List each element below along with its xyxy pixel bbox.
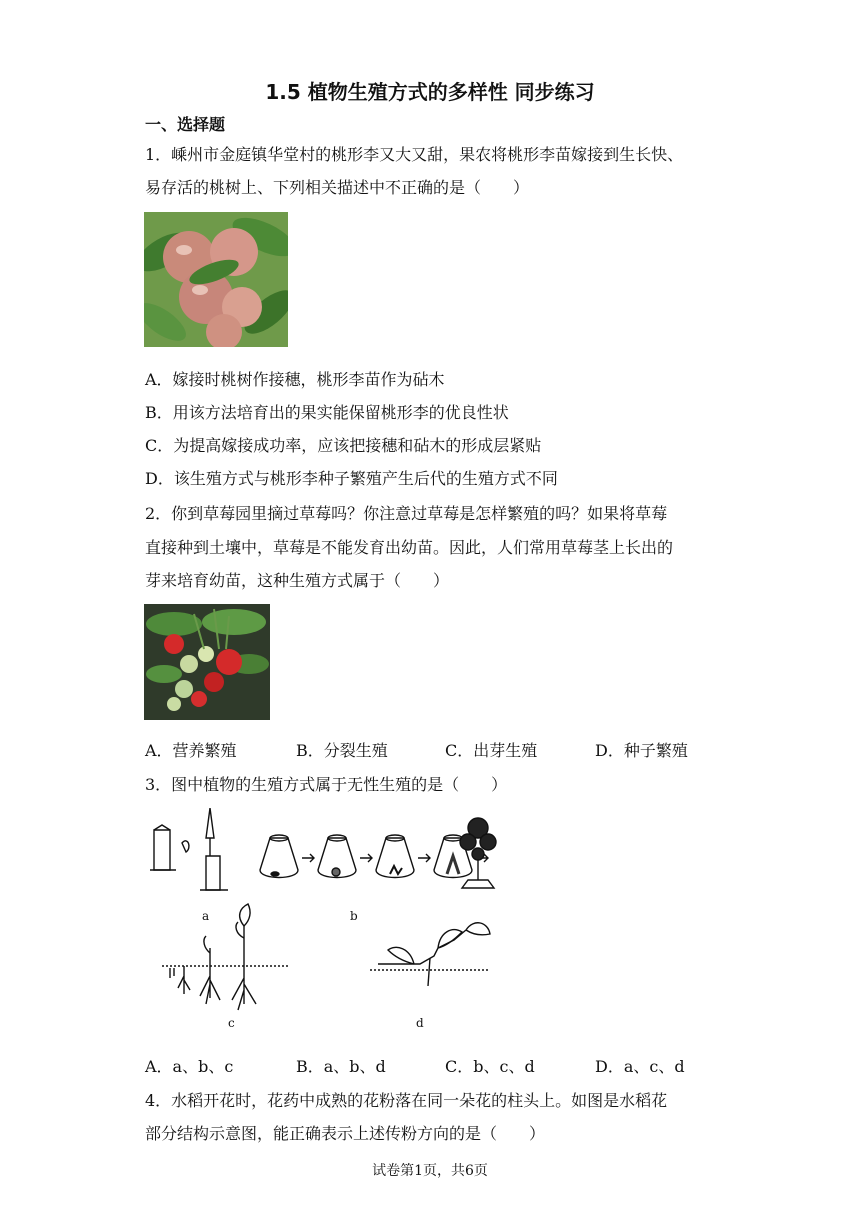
figure-d-layering	[370, 923, 490, 986]
figure-label-c: c	[228, 1016, 235, 1030]
q1-stem-line-1: 1．嵊州市金庭镇华堂村的桃形李又大又甜，果农将桃形李苗嫁接到生长快、	[145, 145, 684, 164]
q1-option-b: B．用该方法培育出的果实能保留桃形李的优良性状	[145, 403, 509, 422]
q2-option-a: A．营养繁殖	[145, 741, 237, 760]
figure-label-a: a	[202, 909, 210, 923]
q2-option-c: C．出芽生殖	[445, 741, 538, 760]
q1-option-a: A．嫁接时桃树作接穗，桃形李苗作为砧木	[145, 370, 445, 389]
q2-stem-line-2: 直接种到土壤中，草莓是不能发育出幼苗。因此，人们常用草莓茎上长出的	[145, 538, 674, 557]
page-title: 1.5 植物生殖方式的多样性 同步练习	[265, 80, 595, 104]
q2-option-b: B．分裂生殖	[296, 741, 388, 760]
plum-photo	[144, 212, 288, 347]
q3-option-a: A．a、b、c	[145, 1057, 234, 1076]
strawberry-photo	[144, 604, 270, 720]
q4-stem-line-1: 4．水稻开花时，花药中成熟的花粉落在同一朵花的柱头上。如图是水稻花	[145, 1091, 668, 1110]
section-heading: 一、选择题	[145, 115, 226, 134]
q2-stem-line-1: 2．你到草莓园里摘过草莓吗？你注意过草莓是怎样繁殖的吗？如果将草莓	[145, 504, 668, 523]
q2-option-d: D．种子繁殖	[595, 741, 688, 760]
q3-option-d: D．a、c、d	[595, 1057, 685, 1076]
q2-stem-line-3: 芽来培育幼苗，这种生殖方式属于（ ）	[145, 571, 450, 590]
figure-label-d: d	[416, 1016, 424, 1030]
q3-option-c: C．b、c、d	[445, 1057, 535, 1076]
figure-c-cuttings	[162, 904, 290, 1010]
figure-a-grafting	[150, 808, 228, 890]
page-footer: 试卷第1页，共6页	[372, 1163, 488, 1179]
q1-stem-line-2: 易存活的桃树上、下列相关描述中不正确的是（ ）	[145, 178, 530, 197]
reproduction-figure	[140, 808, 520, 1036]
q4-stem-line-2: 部分结构示意图，能正确表示上述传粉方向的是（ ）	[145, 1124, 546, 1143]
q3-option-b: B．a、b、d	[296, 1057, 386, 1076]
q1-option-c: C．为提高嫁接成功率，应该把接穗和砧木的形成层紧贴	[145, 436, 542, 455]
figure-b-tissue-culture	[260, 818, 496, 888]
q1-option-d: D．该生殖方式与桃形李种子繁殖产生后代的生殖方式不同	[145, 469, 558, 488]
figure-label-b: b	[350, 909, 358, 923]
q3-stem-line-1: 3．图中植物的生殖方式属于无性生殖的是（ ）	[145, 775, 508, 794]
